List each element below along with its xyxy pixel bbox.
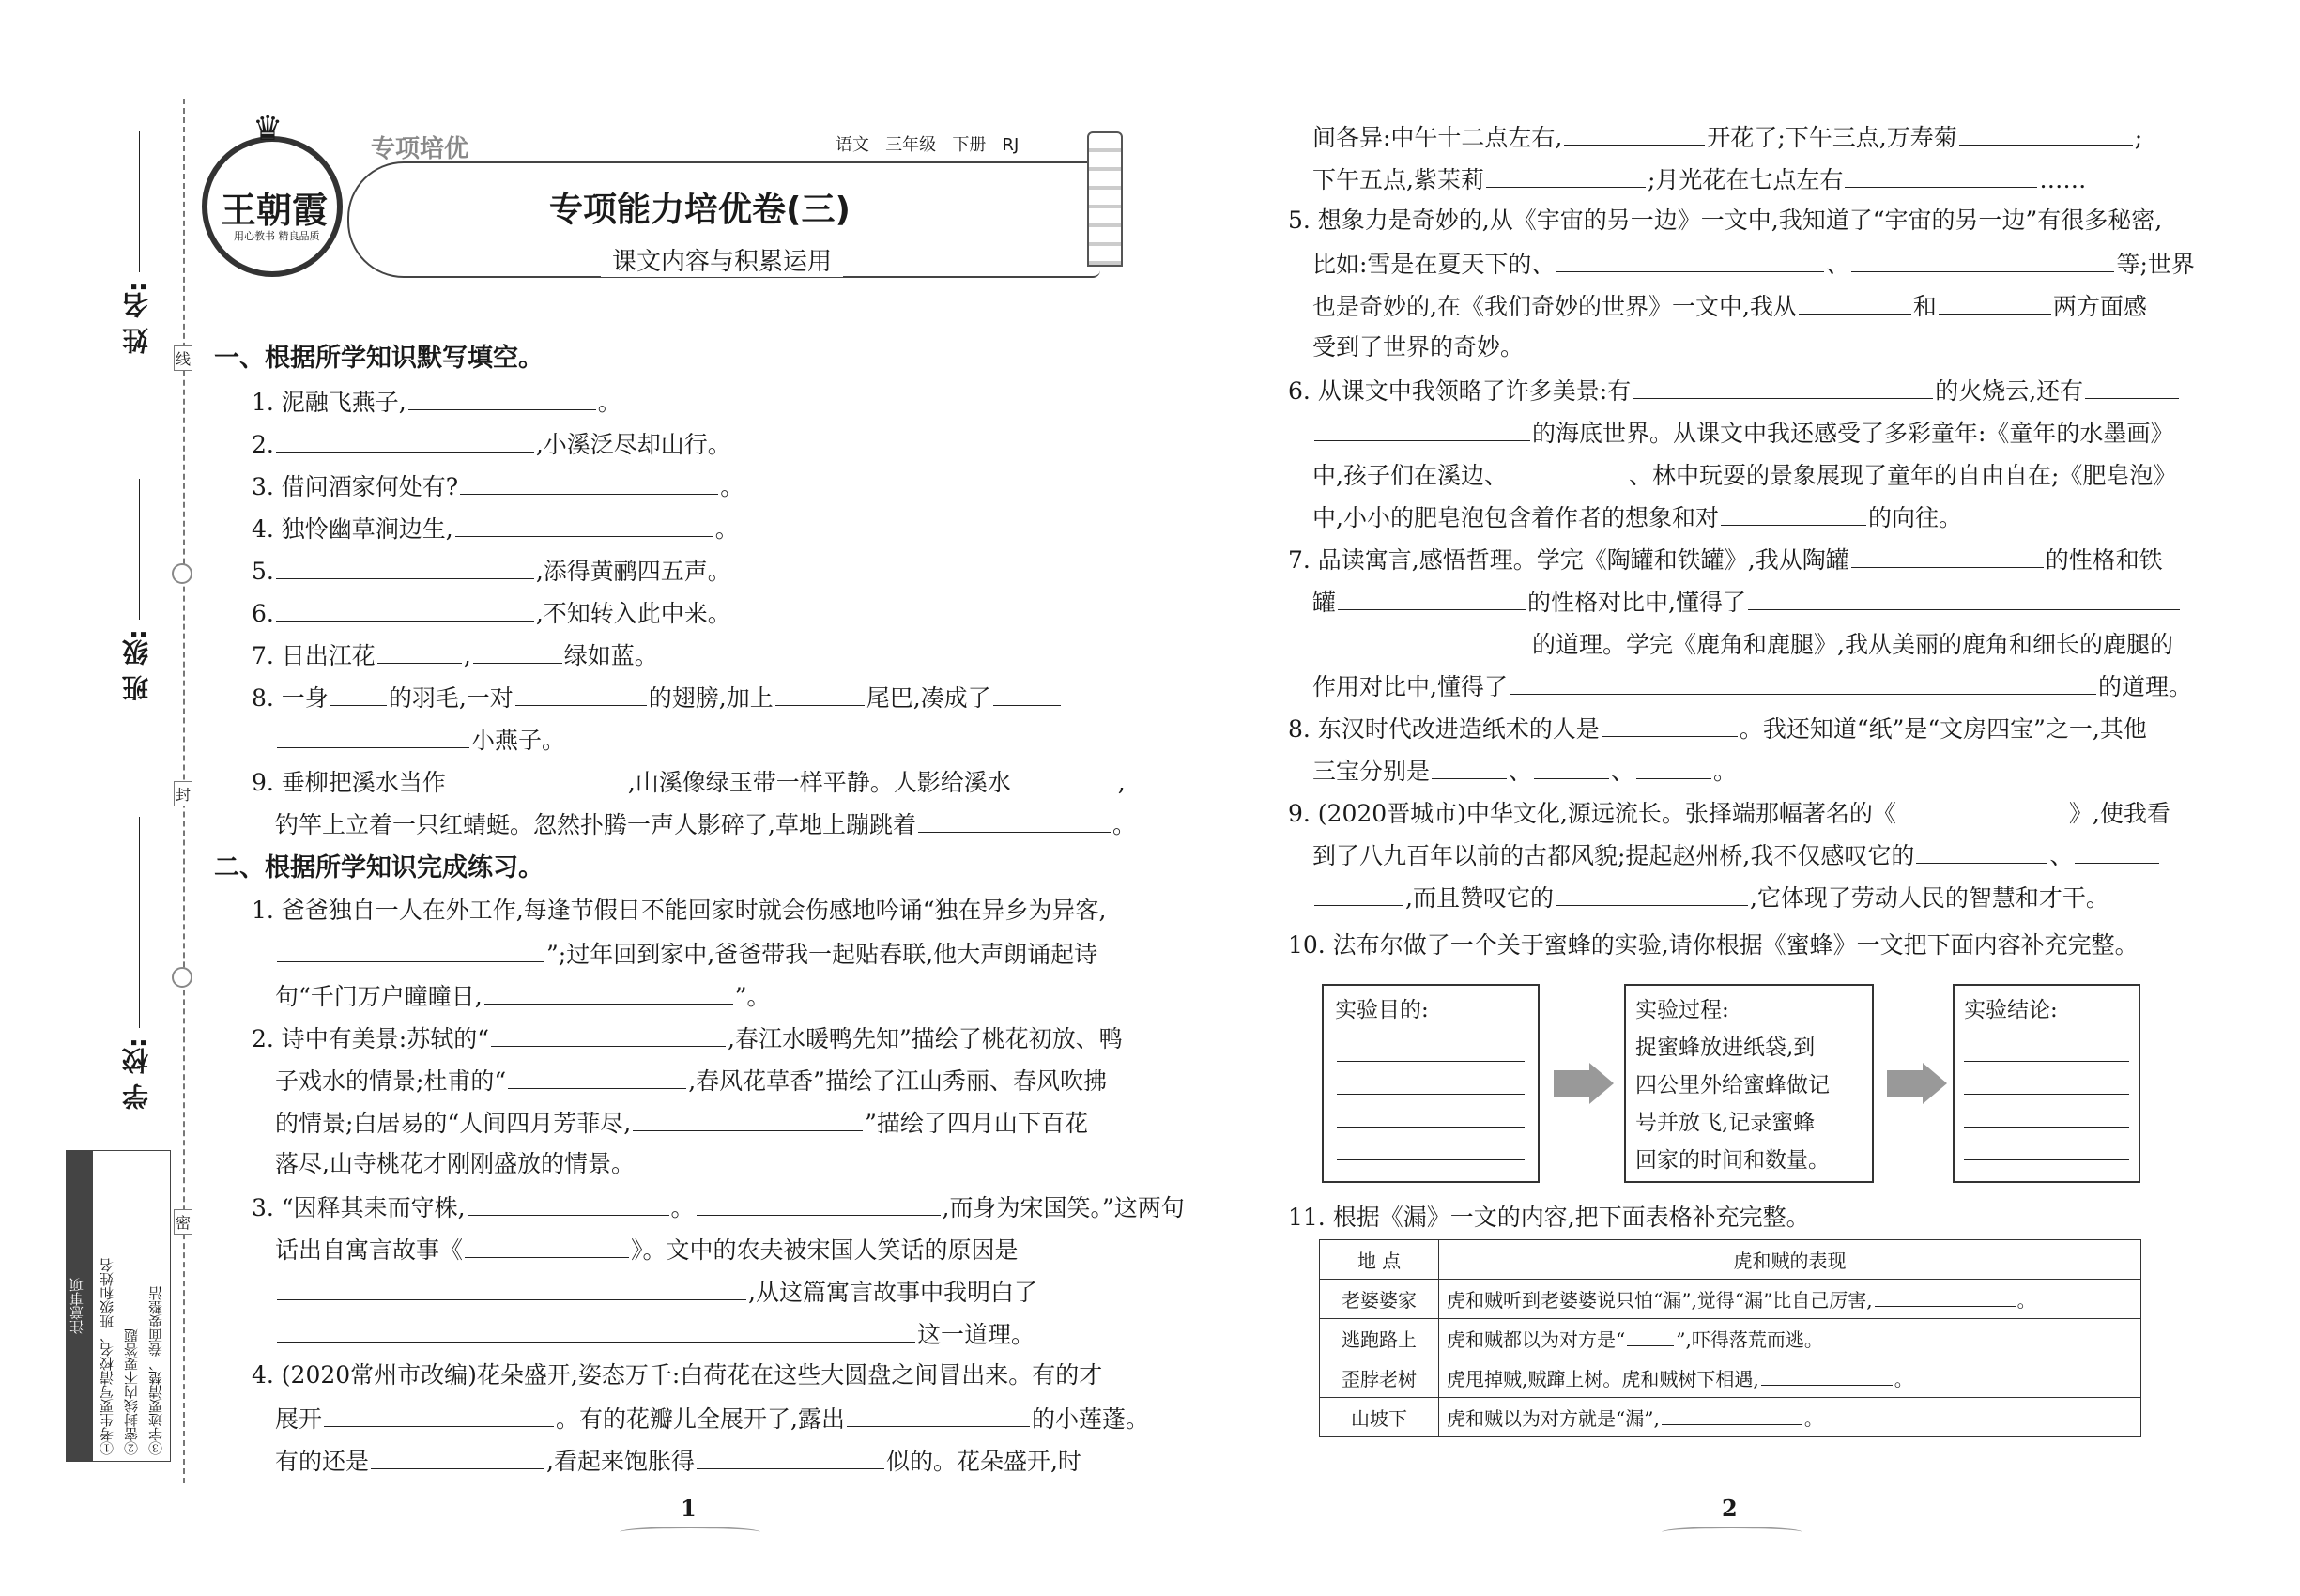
- p2-blank-1[interactable]: [491, 1021, 726, 1047]
- purpose-blank-4[interactable]: [1337, 1159, 1525, 1160]
- p4-blank-4[interactable]: [697, 1444, 884, 1469]
- name-line[interactable]: [139, 131, 140, 272]
- row3-place: 歪脖老树: [1320, 1358, 1439, 1398]
- q8-blank-5[interactable]: [277, 723, 469, 748]
- q9-line1: 9. 垂柳把溪水当作 ,山溪像绿玉带一样平静。人影给溪水 ,: [252, 765, 1126, 799]
- r4-blank-4[interactable]: [1845, 162, 2037, 188]
- rq7-blank-3[interactable]: [1748, 585, 2180, 610]
- rq6-blank-2[interactable]: [2085, 374, 2179, 399]
- rq8-line1: 8. 东汉时代改进造纸术的人是 。我还知道“纸”是“文房四宝”之一,其他: [1288, 712, 2147, 745]
- page-ornament-right: [1662, 1527, 1802, 1538]
- r4-blank-3[interactable]: [1486, 162, 1646, 188]
- p3-line3: ,从这篇寓言故事中我明白了: [275, 1275, 1037, 1309]
- notice-title: 注意事项: [67, 1151, 93, 1461]
- row1-blank[interactable]: [1875, 1287, 2016, 1307]
- rq9-blank-4[interactable]: [1314, 881, 1403, 906]
- q9-line2: 钓竿上立着一只红蜻蜓。忽然扑腾一声人影碎了,草地上蹦跳着 。: [275, 807, 1136, 841]
- q8-blank-2[interactable]: [515, 681, 647, 706]
- p2-line1: 2. 诗中有美景:苏轼的“ ,春江水暖鸭先知”描绘了桃花初放、鸭: [252, 1021, 1123, 1055]
- experiment-purpose-label: 实验目的:: [1335, 998, 1429, 1022]
- row2-blank[interactable]: [1627, 1327, 1674, 1346]
- p2-line2: 子戏水的情景;杜甫的“ ,春风花草香”描绘了江山秀丽、春风吹拂: [275, 1064, 1107, 1097]
- brand-name: 王朝霞: [221, 189, 329, 231]
- rq8-blank-4[interactable]: [1636, 754, 1711, 779]
- p1-line3: 句“千门万户曈曈日, ”。: [275, 979, 771, 1013]
- q9-blank-3[interactable]: [918, 807, 1111, 833]
- conclusion-blank-2[interactable]: [1964, 1094, 2129, 1095]
- experiment-purpose-box: [1322, 984, 1540, 1183]
- rq5-line4: 受到了世界的奇妙。: [1312, 333, 1525, 361]
- p3-line4: 这一道理。: [275, 1317, 1035, 1351]
- rq6-blank-3[interactable]: [1314, 416, 1530, 441]
- rq6-line4: 中,小小的肥皂泡包含着作者的想象和对 的向往。: [1312, 500, 1962, 534]
- rq7-blank-5[interactable]: [1510, 669, 2096, 695]
- p3-line1: 3. “因释其耒而守株, 。 ,而身为宋国笑。”这两句: [252, 1190, 1185, 1224]
- rq9-blank-3[interactable]: [2075, 838, 2159, 864]
- section-2-title: 二、根据所学知识完成练习。: [214, 853, 544, 882]
- table-header-row: [1320, 1240, 2141, 1280]
- q9-blank-2[interactable]: [1013, 765, 1116, 790]
- r4-blank-1[interactable]: [1564, 120, 1705, 146]
- rq9-line3: ,而且赞叹它的 ,它体现了劳动人民的智慧和才干。: [1312, 881, 2109, 914]
- row4-place: 山坡下: [1320, 1398, 1439, 1437]
- experiment-process-line-4: 回家的时间和数量。: [1635, 1148, 1830, 1173]
- p4-line1: 4. (2020常州市改编)花朵盛开,姿态万千:白荷花在这些大圆盘之间冒出来。有的才: [252, 1361, 1103, 1389]
- rq8-blank-3[interactable]: [1534, 754, 1609, 779]
- rq5-blank-2[interactable]: [1851, 247, 2114, 272]
- p2-line4: 落尽,山寺桃花才刚刚盛放的情景。: [275, 1150, 635, 1177]
- p4-line3: 有的还是 ,看起来饱胀得 似的。花朵盛开,时: [275, 1444, 1081, 1478]
- q2: 2. ,小溪泛尽却山行。: [252, 427, 731, 461]
- p3-blank-4[interactable]: [277, 1275, 746, 1300]
- rq7-blank-1[interactable]: [1851, 543, 2044, 568]
- subject-line: 语文 三年级 下册 RJ: [836, 135, 1020, 155]
- rq7-line4: 作用对比中,懂得了 的道理。: [1312, 669, 2192, 703]
- q5-blank[interactable]: [276, 554, 534, 579]
- rq9-line2: 到了八九百年以前的古都风貌;提起赵州桥,我不仅感叹它的 、: [1312, 838, 2161, 872]
- row2-place: 逃跑路上: [1320, 1319, 1439, 1358]
- row1-place: 老婆婆家: [1320, 1280, 1439, 1319]
- rq7-line2: 罐 的性格对比中,懂得了: [1312, 585, 2182, 619]
- q3: 3. 借问酒家何处有? 。: [252, 469, 744, 503]
- q1-blank[interactable]: [408, 385, 596, 410]
- q8-blank-1[interactable]: [330, 681, 387, 706]
- notice-1: ①考生要写清校名、班级和姓名: [99, 1258, 115, 1455]
- table-header-place: 地 点: [1320, 1240, 1439, 1280]
- q4: 4. 独怜幽草涧边生, 。: [252, 512, 739, 545]
- class-label: 班 级:: [121, 629, 152, 701]
- rq8-line2: 三宝分别是 、 、 。: [1312, 754, 1737, 788]
- q8-line1: 8. 一身 的羽毛,一对 的翅膀,加上 尾巴,凑成了: [252, 681, 1063, 714]
- page-number-right: 2: [1722, 1495, 1738, 1522]
- arrow-2-icon: [1887, 1070, 1923, 1097]
- rq6-line2: 的海底世界。从课文中我还感受了多彩童年:《童年的水墨画》: [1312, 416, 2173, 450]
- table-row: [1320, 1358, 2141, 1398]
- row4-behavior: 虎和贼以为对方就是“漏”, 。: [1439, 1398, 2141, 1437]
- experiment-process-line-1: 捉蜜蜂放进纸袋,到: [1635, 1036, 1816, 1060]
- r-line1: 间各异:中午十二点左右, 开花了;下午三点,万寿菊 ;: [1312, 120, 2142, 154]
- p2-blank-2[interactable]: [508, 1064, 686, 1089]
- rq6-blank-5[interactable]: [1721, 500, 1866, 526]
- school-label: 学 校:: [121, 1037, 152, 1110]
- notice-3: ③字迹要清楚、卷面要整洁: [147, 1286, 164, 1455]
- p2-blank-3[interactable]: [633, 1106, 863, 1131]
- hole-mark-2: [172, 967, 192, 988]
- section-1-title: 一、根据所学知识默写填空。: [214, 344, 544, 373]
- arrow-1-head: [1589, 1063, 1614, 1104]
- p3-blank-3[interactable]: [465, 1233, 629, 1258]
- row3-blank[interactable]: [1761, 1366, 1893, 1386]
- class-line[interactable]: [139, 479, 140, 620]
- rq7-line1: 7. 品读寓言,感悟哲理。学完《陶罐和铁罐》,我从陶罐 的性格和铁: [1288, 543, 2163, 576]
- page-number-left: 1: [681, 1495, 697, 1522]
- r4-blank-2[interactable]: [1959, 120, 2133, 146]
- experiment-process-line-2: 四公里外给蜜蜂做记: [1635, 1073, 1830, 1097]
- school-line[interactable]: [139, 817, 140, 1028]
- q4-blank[interactable]: [455, 512, 713, 537]
- rq7-blank-2[interactable]: [1338, 585, 1526, 610]
- rq5-blank-1[interactable]: [1556, 247, 1824, 272]
- rq10-prompt: 10. 法布尔做了一个关于蜜蜂的实验,请你根据《蜜蜂》一文把下面内容补充完整。: [1288, 931, 2139, 959]
- table-header-behavior: 虎和贼的表现: [1439, 1240, 2141, 1280]
- conclusion-blank-4[interactable]: [1964, 1159, 2129, 1160]
- brand-sub: 用心教书 精良品质: [234, 230, 320, 242]
- rq5-line3: 也是奇妙的,在《我们奇妙的世界》一文中,我从 和 两方面感: [1312, 289, 2147, 323]
- notice-box: [66, 1150, 171, 1462]
- row1-behavior: 虎和贼听到老婆婆说只怕“漏”,觉得“漏”比自己厉害, 。: [1439, 1280, 2141, 1319]
- rq6-blank-4[interactable]: [1510, 458, 1627, 483]
- purpose-blank-1[interactable]: [1337, 1061, 1525, 1062]
- q8-line2: 小燕子。: [275, 723, 565, 757]
- p4-blank-1[interactable]: [324, 1402, 554, 1427]
- rq5-blank-4[interactable]: [1939, 289, 2051, 315]
- p1-line2: ”;过年回到家中,爸爸带我一起贴春联,他大声朗诵起诗: [275, 937, 1097, 971]
- q7-blank-2[interactable]: [473, 638, 562, 664]
- cut-mark-1: 线: [174, 345, 192, 371]
- q9-blank-1[interactable]: [448, 765, 626, 790]
- cut-mark-2: 封: [174, 781, 192, 806]
- p1-line1: 1. 爸爸独自一人在外工作,每逢节假日不能回家时就会伤感地吟诵“独在异乡为异客,: [252, 897, 1107, 924]
- experiment-conclusion-box: [1953, 984, 2140, 1183]
- arrow-1-icon: [1554, 1070, 1589, 1097]
- q8-blank-3[interactable]: [775, 681, 865, 706]
- q1: 1. 泥融飞燕子, 。: [252, 385, 621, 419]
- rq11-prompt: 11. 根据《漏》一文的内容,把下面表格补充完整。: [1288, 1204, 1810, 1231]
- p3-blank-1[interactable]: [468, 1190, 669, 1216]
- q5: 5. ,添得黄鹂四五声。: [252, 554, 731, 588]
- p4-blank-3[interactable]: [371, 1444, 544, 1469]
- page-title: 专项能力培优卷(三): [549, 191, 851, 229]
- p3-line2: 话出自寓言故事《 》。文中的农夫被宋国人笑话的原因是: [275, 1233, 1019, 1266]
- experiment-process-box: [1624, 984, 1874, 1183]
- rq5-blank-3[interactable]: [1799, 289, 1911, 315]
- cut-mark-3: 密: [174, 1209, 192, 1235]
- conclusion-blank-1[interactable]: [1964, 1061, 2129, 1062]
- q6: 6. ,不知转入此中来。: [252, 596, 731, 630]
- crown-icon: ♛: [253, 110, 284, 148]
- p2-line3: 的情景;白居易的“人间四月芳菲尽, ”描绘了四月山下百花: [275, 1106, 1088, 1140]
- rq9-line1: 9. (2020晋城市)中华文化,源远流长。张择端那幅著名的《 》,使我看: [1288, 796, 2170, 830]
- rq5-line2: 比如:雪是在夏天下的、 、 等;世界: [1312, 247, 2195, 281]
- experiment-process-line-3: 号并放飞,记录蜜蜂: [1635, 1111, 1816, 1135]
- purpose-blank-2[interactable]: [1337, 1094, 1525, 1095]
- experiment-conclusion-label: 实验结论:: [1964, 998, 2058, 1022]
- q8-blank-4[interactable]: [993, 681, 1061, 706]
- rq7-blank-4[interactable]: [1314, 627, 1530, 652]
- p3-blank-2[interactable]: [697, 1190, 941, 1216]
- rq6-line1: 6. 从课文中我领略了许多美景:有 的火烧云,还有: [1288, 374, 2181, 407]
- q2-blank[interactable]: [276, 427, 534, 453]
- q3-blank[interactable]: [460, 469, 718, 495]
- arrow-2-head: [1923, 1063, 1947, 1104]
- table-row: [1320, 1280, 2141, 1319]
- q6-blank[interactable]: [276, 596, 534, 622]
- behavior-table: [1319, 1239, 2141, 1437]
- rq8-blank-2[interactable]: [1432, 754, 1507, 779]
- rq5-line1: 5. 想象力是奇妙的,从《宇宙的另一边》一文中,我知道了“宇宙的另一边”有很多秘密,: [1288, 207, 2163, 234]
- p3-blank-5[interactable]: [277, 1317, 915, 1343]
- rq9-blank-5[interactable]: [1556, 881, 1748, 906]
- p4-line2: 展开 。有的花瓣儿全展开了,露出 的小莲蓬。: [275, 1402, 1149, 1435]
- purpose-blank-3[interactable]: [1337, 1127, 1525, 1128]
- rq9-blank-2[interactable]: [1916, 838, 2047, 864]
- experiment-process-label: 实验过程:: [1635, 998, 1729, 1022]
- q7-blank-1[interactable]: [377, 638, 462, 664]
- brand-logo: [202, 110, 343, 277]
- name-label: 姓 名:: [121, 282, 152, 354]
- row3-behavior: 虎甩掉贼,贼蹿上树。虎和贼树下相遇, 。: [1439, 1358, 2141, 1398]
- rq6-line3: 中,孩子们在溪边、 、林中玩耍的景象展现了童年的自由自在;《肥皂泡》: [1312, 458, 2176, 492]
- p1-blank-1[interactable]: [277, 937, 544, 962]
- row2-behavior: 虎和贼都以为对方是“ ”,吓得落荒而逃。: [1439, 1319, 2141, 1358]
- hole-mark-1: [172, 563, 192, 584]
- notice-2: ②密封线内不要答题: [123, 1328, 140, 1455]
- rq6-blank-1[interactable]: [1633, 374, 1933, 399]
- rq9-blank-1[interactable]: [1898, 796, 2067, 821]
- page-subtitle: 课文内容与积累运用: [601, 242, 843, 277]
- page-ornament-left: [620, 1527, 760, 1538]
- p1-blank-2[interactable]: [484, 979, 733, 1005]
- rq7-line3: 的道理。学完《鹿角和鹿腿》,我从美丽的鹿角和细长的鹿腿的: [1312, 627, 2173, 661]
- conclusion-blank-3[interactable]: [1964, 1127, 2129, 1128]
- row4-blank[interactable]: [1662, 1405, 1802, 1425]
- lighthouse-icon: [1087, 131, 1123, 267]
- header-tag: 专项培优: [371, 135, 469, 163]
- rq8-blank-1[interactable]: [1602, 712, 1738, 737]
- q7: 7. 日出江花 , 绿如蓝。: [252, 638, 658, 672]
- p4-blank-2[interactable]: [847, 1402, 1030, 1427]
- r-line2: 下午五点,紫茉莉 ;月光花在七点左右 ……: [1312, 162, 2086, 196]
- table-row: [1320, 1398, 2141, 1437]
- table-row: [1320, 1319, 2141, 1358]
